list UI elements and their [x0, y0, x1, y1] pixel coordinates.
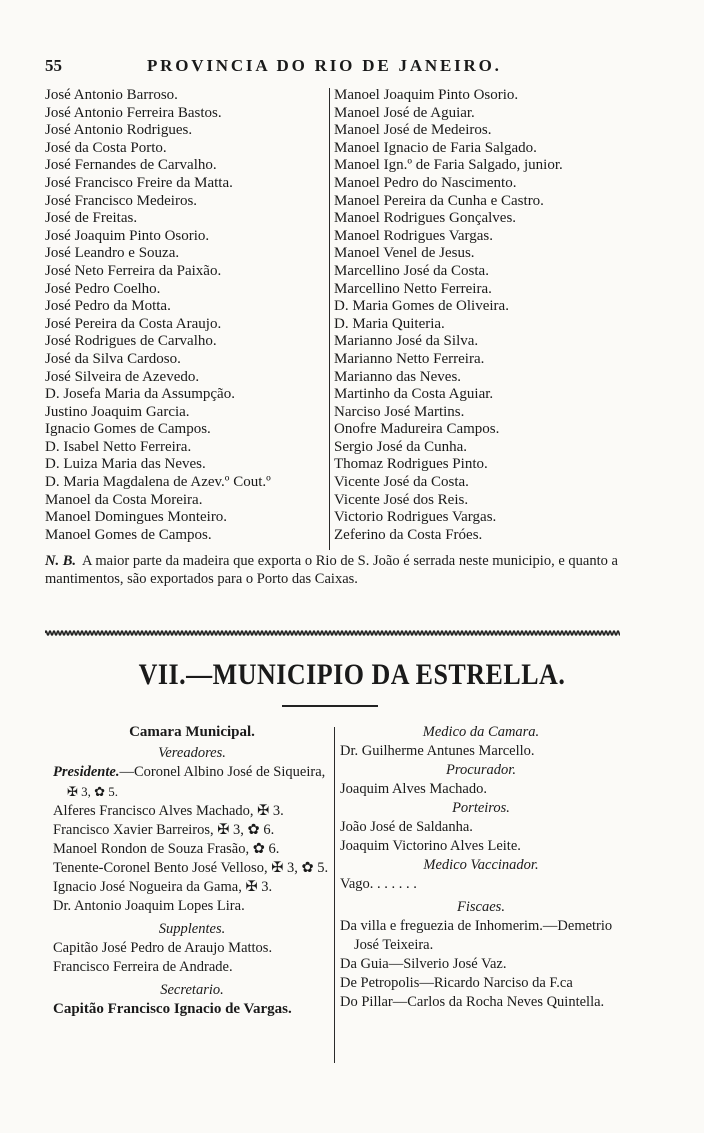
- name-entry: D. Maria Magdalena de Azev.º Cout.º: [45, 474, 271, 491]
- name-entry: Manoel José de Medeiros.: [334, 122, 492, 139]
- page-header-title: PROVINCIA DO RIO DE JANEIRO.: [147, 56, 502, 75]
- medico-name: Dr. Guilherme Antunes Marcello.: [340, 743, 535, 759]
- name-entry: D. Josefa Maria da Assumpção.: [45, 386, 235, 403]
- name-entry: Manoel José de Aguiar.: [334, 104, 475, 121]
- name-entry: Justino Joaquim Garcia.: [45, 403, 190, 420]
- column-divider-lower: [334, 727, 335, 1063]
- vereador-entry: Dr. Antonio Joaquim Lopes Lira.: [53, 898, 245, 914]
- procurador-name: Joaquim Alves Machado.: [340, 781, 487, 797]
- column-divider: [329, 88, 330, 550]
- secretario-label: Secretario.: [160, 982, 224, 998]
- procurador-label: Procurador.: [446, 762, 516, 778]
- name-entry: José Pereira da Costa Araujo.: [45, 315, 222, 332]
- running-head: [45, 56, 624, 80]
- name-entry: Thomaz Rodrigues Pinto.: [334, 456, 488, 473]
- name-entry: D. Maria Gomes de Oliveira.: [334, 298, 509, 315]
- name-entry: Manoel Domingues Monteiro.: [45, 509, 228, 526]
- name-entry: Marianno José da Silva.: [334, 333, 479, 350]
- name-entry: Victorio Rodrigues Vargas.: [334, 509, 497, 526]
- name-entry: D. Isabel Netto Ferreira.: [45, 438, 192, 455]
- name-entry: Marcellino Netto Ferreira.: [334, 280, 492, 297]
- secretario-name: Capitão Francisco Ignacio de Vargas.: [53, 1001, 292, 1017]
- president-name: —Coronel Albino José de Siqueira,: [119, 764, 326, 780]
- vereador-entry: Alferes Francisco Alves Machado, ✠ 3.: [53, 803, 284, 819]
- name-entry: Martinho da Costa Aguiar.: [334, 386, 494, 403]
- name-entry: Manoel Ignacio de Faria Salgado.: [334, 139, 537, 156]
- name-entry: Manoel Pedro do Nascimento.: [334, 174, 517, 191]
- vaccinador-label: Medico Vaccinador.: [423, 857, 539, 873]
- officials-column: [340, 723, 622, 1012]
- name-entry: D. Maria Quiteria.: [334, 315, 445, 332]
- name-entry: José Antonio Rodrigues.: [45, 122, 193, 139]
- supplente-entry: Capitão José Pedro de Araujo Mattos.: [53, 940, 273, 956]
- supplentes-list: [53, 939, 331, 977]
- fiscal-entry: Da villa e freguezia de Inhomerim.—Demetrio José Teixeira.: [340, 918, 613, 953]
- fiscal-entry: Da Guia—Silverio José Vaz.: [340, 956, 507, 972]
- name-entry: José Antonio Barroso.: [45, 87, 178, 103]
- name-entry: José Antonio Ferreira Bastos.: [45, 104, 222, 121]
- name-entry: Manoel Ign.º de Faria Salgado, junior.: [334, 157, 563, 174]
- porteiros-label: Porteiros.: [452, 800, 510, 816]
- name-entry: Narciso José Martins.: [334, 403, 465, 420]
- name-entry: Sergio José da Cunha.: [334, 438, 468, 455]
- supplentes-label: Supplentes.: [158, 921, 226, 937]
- fiscal-entry: Do Pillar—Carlos da Rocha Neves Quintella.: [340, 994, 605, 1010]
- vereadores-label: Vereadores.: [158, 745, 226, 761]
- name-entry: José Francisco Freire da Matta.: [45, 174, 233, 191]
- fiscaes-list: [340, 917, 622, 1012]
- name-entry: José da Silva Cardoso.: [45, 350, 181, 367]
- name-entry: Marcellino José da Costa.: [334, 262, 489, 279]
- note-text: A maior parte da madeira que exporta o Rio de S. João é serrada neste municipio, e quanto a mantimentos, são exportados para o Porto das Caixas.: [45, 553, 618, 587]
- upper-left-name-list: [45, 87, 325, 544]
- name-entry: José da Costa Porto.: [45, 139, 167, 156]
- name-entry: Manoel Joaquim Pinto Osorio.: [334, 87, 519, 103]
- name-entry: Ignacio Gomes de Campos.: [45, 421, 211, 438]
- porteiro-entry: João José de Saldanha.: [340, 819, 473, 835]
- section-title: VII.—MUNICIPIO DA ESTRELLA.: [138, 657, 566, 692]
- name-entry: Manoel Venel de Jesus.: [334, 245, 475, 262]
- name-entry: José Leandro e Souza.: [45, 245, 180, 262]
- name-entry: José Rodrigues de Carvalho.: [45, 333, 217, 350]
- name-entry: José Neto Ferreira da Paixão.: [45, 262, 222, 279]
- name-entry: José Francisco Medeiros.: [45, 192, 198, 209]
- vereador-entry: Francisco Xavier Barreiros, ✠ 3, ✿ 6.: [53, 822, 275, 838]
- name-entry: Manoel Rodrigues Gonçalves.: [334, 210, 517, 227]
- name-entry: Manoel Gomes de Campos.: [45, 526, 212, 543]
- name-entry: José Silveira de Azevedo.: [45, 368, 200, 385]
- name-entry: Marianno Netto Ferreira.: [334, 350, 485, 367]
- decoration-marks: ✠ 3, ✿ 5.: [67, 784, 119, 799]
- name-entry: José de Freitas.: [45, 210, 138, 227]
- vereadores-list: [53, 802, 331, 916]
- president-entry: [53, 763, 331, 802]
- supplente-entry: Francisco Ferreira de Andrade.: [53, 959, 233, 975]
- name-entry: José Joaquim Pinto Osorio.: [45, 227, 210, 244]
- title-underline: [282, 705, 378, 707]
- president-label: Presidente.: [53, 764, 120, 780]
- name-entry: Manoel Rodrigues Vargas.: [334, 227, 494, 244]
- note-prefix: N. B.: [45, 553, 77, 569]
- vereador-entry: Tenente-Coronel Bento José Velloso, ✠ 3, ✿ 5.: [53, 860, 329, 876]
- name-entry: Vicente José da Costa.: [334, 474, 469, 491]
- vaccinador-value: Vago. . . . . . .: [340, 876, 417, 892]
- vereador-entry: Manoel Rondon de Souza Frasão, ✿ 6.: [53, 841, 280, 857]
- vereador-entry: Ignacio José Nogueira da Gama, ✠ 3.: [53, 879, 273, 895]
- fiscal-entry: De Petropolis—Ricardo Narciso da F.ca: [340, 975, 573, 991]
- note-paragraph: [45, 552, 618, 588]
- camara-heading: Camara Municipal.: [129, 724, 255, 740]
- porteiros-list: [340, 818, 622, 856]
- fiscaes-label: Fiscaes.: [457, 899, 505, 915]
- name-entry: Vicente José dos Reis.: [334, 491, 469, 508]
- name-entry: Marianno das Neves.: [334, 368, 462, 385]
- name-entry: D. Luiza Maria das Neves.: [45, 456, 206, 473]
- name-entry: José Pedro da Motta.: [45, 298, 171, 315]
- camara-municipal-column: [53, 723, 331, 1019]
- name-entry: José Fernandes de Carvalho.: [45, 157, 217, 174]
- page-number: 55: [45, 56, 62, 75]
- wavy-ornamental-rule: [45, 628, 620, 638]
- name-entry: Manoel Pereira da Cunha e Castro.: [334, 192, 544, 209]
- name-entry: Onofre Madureira Campos.: [334, 421, 500, 438]
- medico-label: Medico da Camara.: [422, 724, 540, 740]
- porteiro-entry: Joaquim Victorino Alves Leite.: [340, 838, 521, 854]
- name-entry: José Pedro Coelho.: [45, 280, 161, 297]
- name-entry: Manoel da Costa Moreira.: [45, 491, 203, 508]
- upper-right-name-list: [333, 87, 633, 544]
- name-entry: Zeferino da Costa Fróes.: [334, 526, 483, 543]
